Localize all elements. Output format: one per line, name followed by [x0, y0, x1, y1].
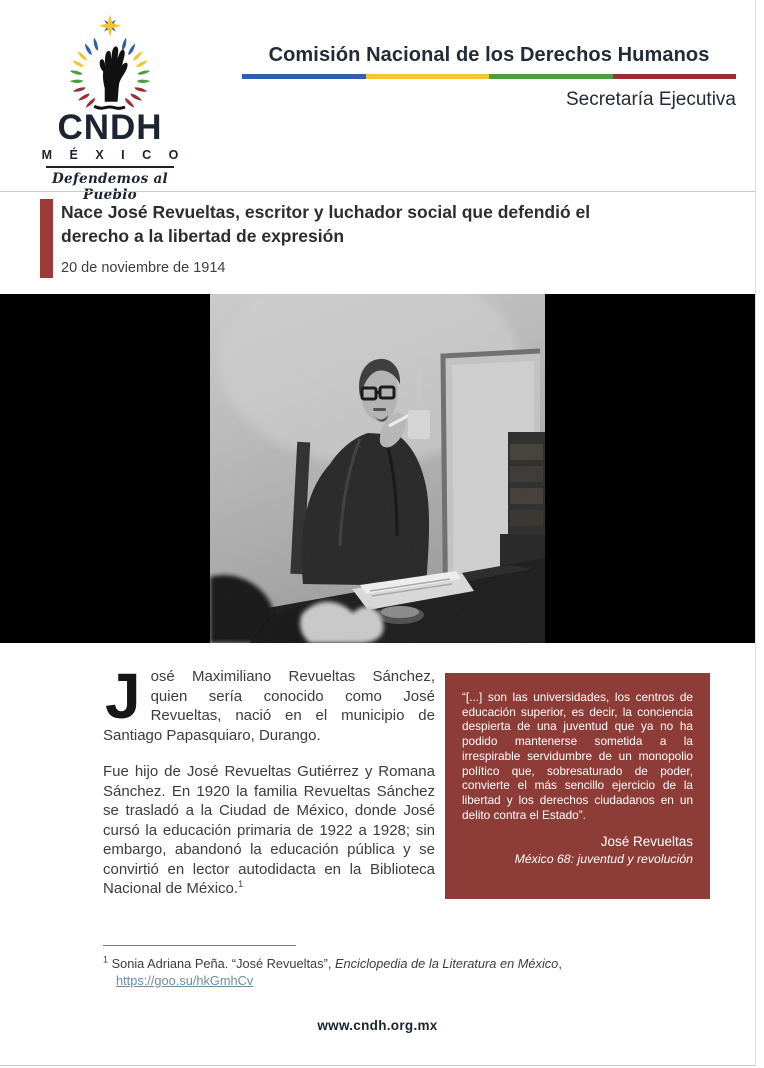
paragraph-intro	[103, 660, 435, 745]
star-icon	[98, 14, 121, 37]
quote-author: José Revueltas	[600, 834, 693, 850]
logo-emblem	[52, 13, 168, 113]
article-title	[61, 201, 715, 248]
footnote-marker: 1	[103, 954, 109, 965]
body-column	[103, 660, 435, 899]
title-line-1: Nace José Revueltas, escritor y luchador social que defendió el	[61, 202, 591, 222]
header	[0, 0, 755, 203]
dropcap: J	[105, 660, 141, 732]
footnote-citation: Sonia Adriana Peña. “José Revueltas”,	[108, 955, 335, 971]
site-footer	[0, 1017, 755, 1035]
jose-revueltas-photo	[210, 294, 545, 643]
divider-segment-green	[489, 74, 613, 79]
paragraph-bio-text: Fue hijo de José Revueltas Gutiérrez y Romana Sánchez. En 1920 la familia Revueltas Sánchez se trasladó a la Ciudad de México, donde José cursó la educación primaria de 1922 a 1928; sin embargo, abandonó la educación pública y se convirtió en lector autodidacta en la Biblioteca Nacional de México.	[103, 763, 435, 897]
logo-country: M É X I C O	[41, 148, 186, 162]
quote-source: México 68: juventud y revolución	[514, 852, 693, 867]
footnote-link[interactable]: https://goo.su/hkGmhCv	[116, 973, 254, 988]
hand-icon	[94, 46, 127, 108]
quote-text: “[...] son las universidades, los centros de educación superior, es decir, la conciencia despierta de una juventud que ya no ha podido mantenerse sometida a la irrespirable servidumbre de un monopolio político que, sobresaturado de poder, convierte el más sencillo ejercicio de la libertad y los derechos ciudadanos en un delito contra el Estado”.	[462, 690, 693, 822]
accent-bar	[40, 199, 53, 278]
divider-segment-red	[613, 74, 737, 79]
logo-rule	[46, 166, 174, 168]
divider-segment-blue	[242, 74, 366, 79]
article-header	[0, 191, 755, 294]
footnote-ref: 1	[238, 879, 244, 889]
photo-banner	[0, 294, 755, 643]
footnote	[103, 945, 710, 990]
header-right	[242, 0, 736, 191]
footer-url: www.cndh.org.mx	[317, 1017, 438, 1033]
logo-acronym: CNDH	[57, 108, 163, 147]
paragraph-bio	[103, 762, 435, 899]
footnote-text	[103, 955, 710, 990]
org-name: Comisión Nacional de los Derechos Humanos	[268, 44, 710, 66]
footnote-work-title: Enciclopedia de la Literatura en México	[334, 955, 559, 971]
tricolor-divider	[242, 74, 736, 79]
quote-box	[445, 673, 710, 899]
divider-segment-yellow	[366, 74, 490, 79]
logo-slogan: Defendemos al Pueblo	[52, 171, 168, 203]
title-line-2: derecho a la libertad de expresión	[61, 225, 345, 246]
cndh-logo	[30, 0, 190, 203]
division-name: Secretaría Ejecutiva	[565, 89, 736, 110]
footnote-divider	[103, 945, 296, 946]
article-date: 20 de noviembre de 1914	[61, 260, 226, 276]
paragraph-intro-text: osé Maximiliano Revueltas Sánchez, quien sería conocido como José Revueltas, nació en el municipio de Santiago Papasquiaro, Durango.	[103, 668, 435, 744]
article-body	[0, 643, 755, 899]
footnote-citation-end: ,	[558, 955, 562, 971]
